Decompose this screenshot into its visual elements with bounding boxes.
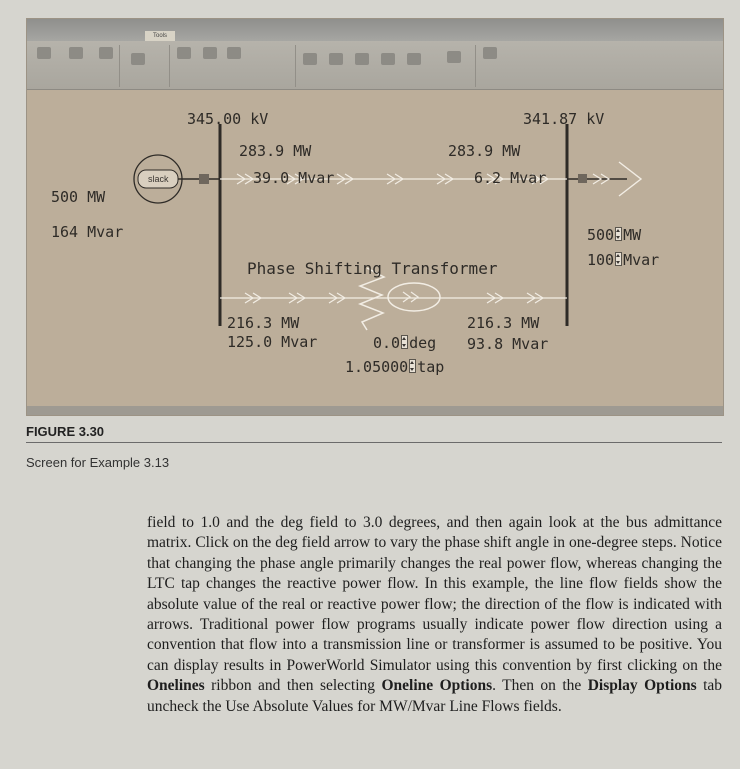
left-bus-voltage: 345.00 kV	[187, 110, 269, 128]
deg-unit: deg	[409, 334, 437, 352]
load-mw-unit: MW	[623, 226, 642, 244]
status-bar	[27, 406, 723, 415]
generator-mw: 500 MW	[51, 188, 106, 206]
load-breaker[interactable]	[578, 174, 587, 183]
tap-spinner-icon[interactable]	[409, 359, 416, 373]
tap-unit: tap	[417, 358, 445, 376]
figure-divider	[26, 442, 722, 443]
slack-label: slack	[148, 174, 169, 184]
onelines-ribbon-term: Onelines	[147, 677, 205, 695]
abort-icon[interactable]	[69, 47, 83, 59]
body-text-1: field to 1.0 and the deg field to 3.0 degrees, and then again look at the bus admittance matrix. Click on the deg field arrow to vary the phase shift angle in one-degree steps. Notice that changing the phase angle primarily changes the real power flow, whereas changing the LTC tap changes the reactive power flow. In this example, the line flow fields show the absolute value of the real or reactive power flow; the direction of the flow is indicated with arrows. Traditional power flow programs usually indicate power flow direction using a convention that flow into a transmission line or transformer is assumed to be positive. You can display results in PowerWorld Simulator using this convention by first clicking on the	[147, 514, 722, 674]
generator-mvar: 164 Mvar	[51, 223, 124, 241]
xfmr-left-mw: 216.3 MW	[227, 314, 300, 332]
figure-label: FIGURE 3.30	[26, 424, 105, 439]
ribbon-toolbar	[27, 41, 723, 90]
body-text-3: . Then on the	[492, 677, 588, 695]
power-flow-icon[interactable]	[131, 53, 145, 65]
tap-value: 1.05000	[345, 358, 409, 376]
model-icon[interactable]	[381, 53, 395, 65]
oneline-diagram	[27, 90, 723, 406]
deg-value: 0.0	[373, 334, 401, 352]
top-line-left-mvar: 39.0 Mvar	[253, 169, 335, 187]
top-line-left-mw: 283.9 MW	[239, 142, 312, 160]
body-text-2: ribbon and then selecting	[204, 677, 382, 695]
solve-icon[interactable]	[37, 47, 51, 59]
authoring-icon[interactable]	[483, 47, 497, 59]
xfmr-left-mvar: 125.0 Mvar	[227, 333, 318, 351]
oneline-options-term: Oneline Options	[381, 677, 493, 695]
load-mw-value: 500	[587, 226, 615, 244]
tab-tools[interactable]: Tools	[145, 31, 175, 41]
load-mw-spinner-icon[interactable]	[615, 227, 622, 241]
tap-field[interactable]	[345, 358, 444, 376]
simulator-screenshot	[26, 18, 724, 416]
load-mvar-value: 100	[587, 251, 615, 269]
connections-icon[interactable]	[407, 53, 421, 65]
script-icon[interactable]	[177, 47, 191, 59]
contingency-icon[interactable]	[203, 47, 217, 59]
top-line-right-mw: 283.9 MW	[448, 142, 521, 160]
transformer-title: Phase Shifting Transformer	[247, 259, 498, 278]
load-mvar-unit: Mvar	[623, 251, 660, 269]
log-icon[interactable]	[99, 47, 113, 59]
qv-icon[interactable]	[355, 53, 369, 65]
load-mvar-spinner-icon[interactable]	[615, 252, 622, 266]
load-mw-field[interactable]	[587, 226, 641, 244]
deg-spinner-icon[interactable]	[401, 335, 408, 349]
pv-icon[interactable]	[303, 53, 317, 65]
body-text-4: tab uncheck the Use Absolute Values for MW/Mvar Line Flows fields.	[147, 677, 723, 715]
xfmr-right-mw: 216.3 MW	[467, 314, 540, 332]
window-titlebar	[27, 19, 723, 41]
generator-breaker[interactable]	[199, 174, 209, 184]
xfmr-right-mvar: 93.8 Mvar	[467, 335, 549, 353]
more-icon[interactable]	[447, 51, 461, 63]
phase-shifter-icon[interactable]	[388, 283, 440, 311]
right-bus-voltage: 341.87 kV	[523, 110, 605, 128]
figure-caption: Screen for Example 3.13	[26, 455, 170, 470]
sensitivity-icon[interactable]	[329, 53, 343, 65]
body-paragraph	[147, 513, 722, 717]
phase-angle-field[interactable]	[373, 334, 436, 352]
display-options-term: Display Options	[587, 677, 697, 695]
load-mvar-field[interactable]	[587, 251, 659, 269]
fault-icon[interactable]	[227, 47, 241, 59]
top-line-right-mvar: 6.2 Mvar	[474, 169, 547, 187]
